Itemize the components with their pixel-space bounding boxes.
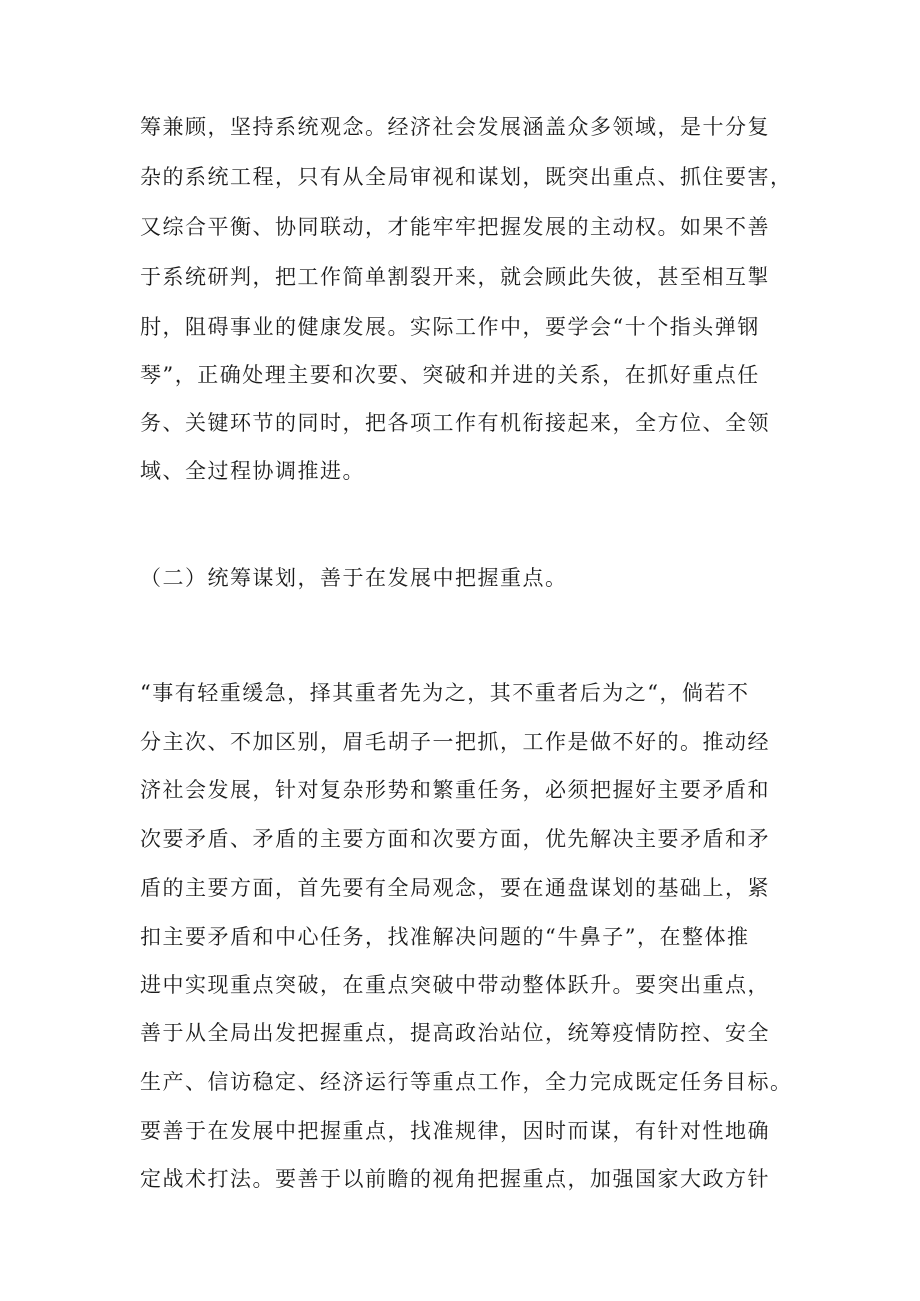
paragraph-1-line: 于系统研判，把工作简单割裂开来，就会顾此失彼，甚至相互掣 (140, 265, 770, 289)
paragraph-2-line: 扣主要矛盾和中心任务，找准解决问题的“牛鼻子”，在整体推 (140, 925, 750, 949)
paragraph-1-line: 杂的系统工程，只有从全局审视和谋划，既突出重点、抓住要害， (140, 165, 793, 189)
paragraph-2-line: 生产、信访稳定、经济运行等重点工作，全力完成既定任务目标。 (140, 1070, 793, 1094)
paragraph-2-line: 进中实现重点突破，在重点突破中带动整体跃升。要突出重点， (140, 973, 770, 997)
paragraph-1-line: 琴”，正确处理主要和次要、突破和并进的关系，在抓好重点任 (140, 363, 760, 387)
paragraph-2-line: 善于从全局出发把握重点，提高政治站位，统筹疫情防控、安全 (140, 1021, 770, 1045)
paragraph-2-line: 分主次、不加区别，眉毛胡子一把抓，工作是做不好的。推动经 (140, 730, 770, 754)
paragraph-1-line: 务、关键环节的同时，把各项工作有机衔接起来，全方位、全领 (140, 411, 770, 435)
paragraph-1-line: 筹兼顾，坚持系统观念。经济社会发展涵盖众多领域，是十分复 (140, 115, 770, 139)
paragraph-1-line: 域、全过程协调推进。 (140, 459, 365, 483)
paragraph-1-line: 又综合平衡、协同联动，才能牢牢把握发展的主动权。如果不善 (140, 215, 770, 239)
paragraph-2-line: 次要矛盾、矛盾的主要方面和次要方面，优先解决主要矛盾和矛 (140, 827, 770, 851)
paragraph-2-line: “事有轻重缓急，择其重者先为之，其不重者后为之“，倘若不 (140, 681, 750, 705)
section-heading: （二）统筹谋划，善于在发展中把握重点。 (140, 566, 568, 590)
paragraph-2-line: 定战术打法。要善于以前瞻的视角把握重点，加强国家大政方针 (140, 1167, 770, 1191)
paragraph-2-line: 要善于在发展中把握重点，找准规律，因时而谋，有针对性地确 (140, 1119, 770, 1143)
paragraph-1-line: 肘，阻碍事业的健康发展。实际工作中，要学会“十个指头弹钢 (140, 315, 760, 339)
paragraph-2-line: 盾的主要方面，首先要有全局观念，要在通盘谋划的基础上，紧 (140, 876, 770, 900)
paragraph-2-line: 济社会发展，针对复杂形势和繁重任务，必须把握好主要矛盾和 (140, 778, 770, 802)
